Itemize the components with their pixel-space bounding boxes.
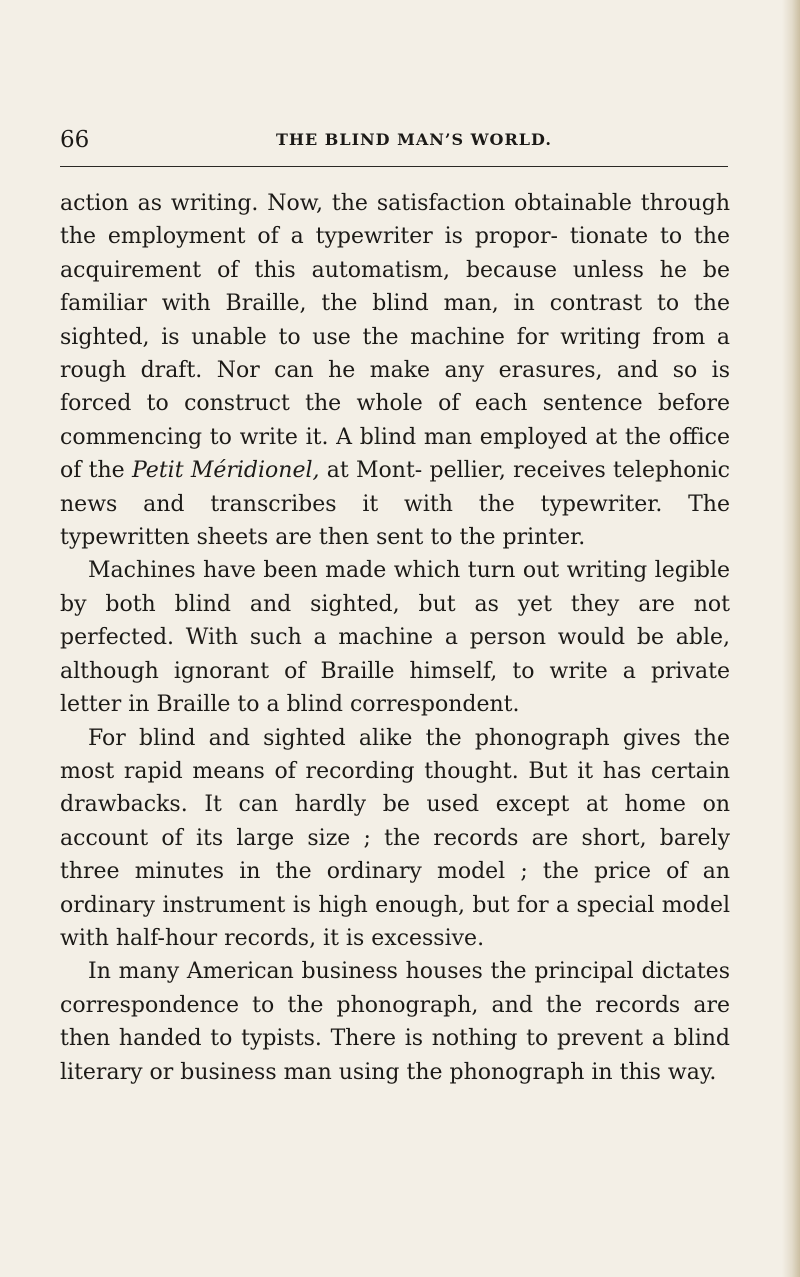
- paragraph-4: In many American business houses the principal dictates correspondence to the phonograph, and the records are then handed to typists. There is nothing to prevent a blind literary or business man using the phonograph in this way.: [60, 959, 730, 1085]
- paragraph-1-text-b: at Mont- pellier, receives telephonic news and transcribes it with the typewriter. The typewritten sheets are then sent to the printer.: [60, 458, 730, 551]
- paragraph-2: Machines have been made which turn out writing legible by both blind and sighted, but as yet they are not perfected. With such a machine a person would be able, although ignorant of Braille himself, to write a private letter in Braille to a blind correspondent.: [60, 558, 730, 718]
- running-title: THE BLIND MAN’S WORLD.: [276, 130, 552, 149]
- page-header: [60, 125, 742, 161]
- newspaper-title: Petit Méridionel,: [131, 458, 320, 484]
- header-rule: [60, 166, 728, 167]
- page-number: 66: [60, 127, 90, 153]
- paragraph-1-text-a: action as writing. Now, the satisfaction obtainable through the employment of a typewriter is propor- tionate to the acquirement of this automatism, because unless he be familiar with Braille, the blind man, in contrast to the sighted, is unable to use the machine for writing from a rough draft. Nor can he make any erasures, and so is forced to construct the whole of each sentence before commencing to write it. A blind man employed at the office of the: [60, 191, 730, 484]
- body-text: [60, 187, 730, 1089]
- paragraph-3: For blind and sighted alike the phonograph gives the most rapid means of recording thought. But it has certain drawbacks. It can hardly be used except at home on account of its large size ; the records are short, barely three minutes in the ordinary model ; the price of an ordinary instrument is high enough, but for a special model with half-hour records, it is excessive.: [60, 725, 730, 951]
- page-edge-shadow: [782, 0, 800, 1277]
- paragraph-1: [60, 187, 730, 554]
